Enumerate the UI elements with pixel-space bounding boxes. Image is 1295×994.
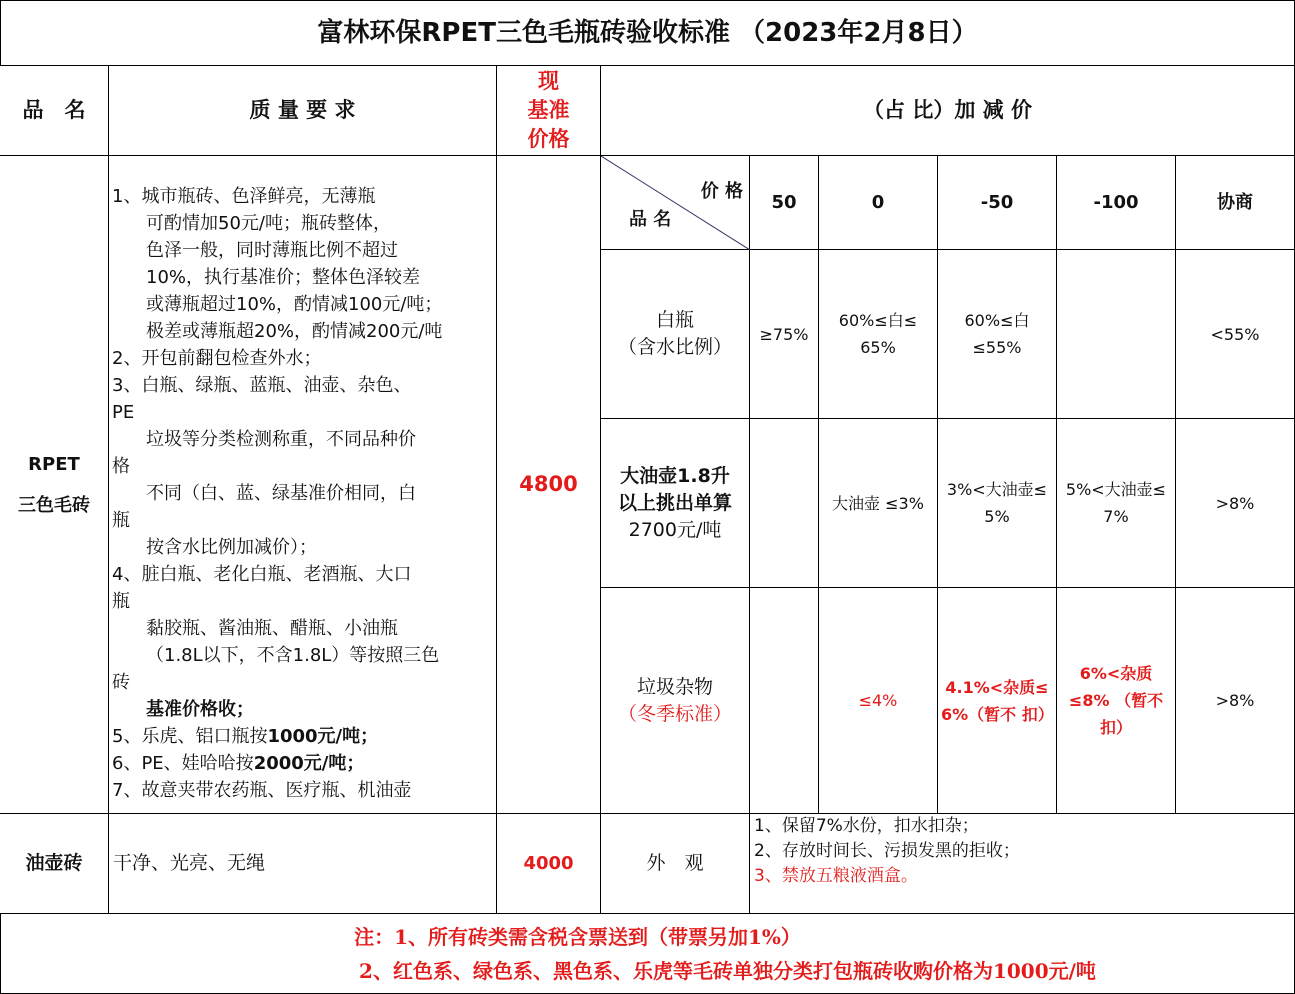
oil-note-2: 2、存放时间长、污损发黑的拒收； (754, 841, 1020, 861)
header-price-2: 基准 (527, 98, 570, 122)
sheet-title: 富林环保RPET三色毛瓶砖验收标准 （2023年2月8日） (0, 0, 1295, 66)
header-adjust: （占 比）加 减 价 (601, 66, 1295, 156)
criteria-cell: >8% (1176, 588, 1295, 814)
name-label: 品 名 (629, 209, 672, 230)
quality-line: 黏胶瓶、酱油瓶、醋瓶、小油瓶 (146, 618, 398, 639)
rpet-quality-list (112, 183, 496, 804)
oil-quality: 干净、光亮、无绳 (109, 814, 497, 914)
criteria-cell (750, 588, 819, 814)
row-label-line: 白瓶 (655, 309, 694, 331)
criteria-cell: 6%<杂质≤8% （暂不扣） (1057, 588, 1176, 814)
quality-line: 或薄瓶超过10%，酌情减100元/吨； (146, 294, 443, 315)
quality-line: 5、乐虎、铝口瓶按1000元/吨； (112, 726, 379, 747)
row-label-line: 垃圾杂物 (636, 675, 713, 698)
footer-notes (0, 914, 1295, 994)
price-column-header: 0 (819, 156, 938, 250)
quality-line: 按含水比例加减价）； (146, 537, 317, 558)
criteria-cell: 60%≤白≤55% (938, 250, 1057, 419)
price-column-header: 50 (750, 156, 819, 250)
quality-line: PE (112, 402, 135, 423)
quality-line: 格 (112, 456, 130, 477)
oil-notes (750, 814, 1295, 914)
quality-line: 基准价格收； (146, 699, 254, 720)
criteria-cell: ≤4% (819, 588, 938, 814)
footer-note-1: 注：1、所有砖类需含税含票送到（带票另加1%） (354, 924, 801, 949)
criteria-cell (750, 419, 819, 588)
criteria-cell: 60%≤白≤ 65% (819, 250, 938, 419)
quality-line: 极差或薄瓶超20%，酌情减200元/吨 (146, 321, 443, 342)
quality-line: 2、开包前翻包检查外水； (112, 348, 322, 369)
header-price-3: 价格 (527, 127, 570, 151)
quality-line: 可酌情加50元/吨；瓶砖整体， (146, 213, 391, 234)
oil-note-3: 3、禁放五粮液酒盒。 (754, 866, 918, 886)
quality-line: 10%，执行基准价；整体色泽较差 (146, 267, 421, 288)
rpet-name-1: RPET (28, 453, 80, 475)
rpet-name (0, 156, 109, 814)
criteria-cell: 大油壶 ≤3% (819, 419, 938, 588)
criteria-cell: ≥75% (750, 250, 819, 419)
header-price (497, 66, 601, 156)
quality-line: 垃圾等分类检测称重，不同品种价 (146, 429, 416, 450)
row-label (601, 588, 750, 814)
oil-price: 4000 (497, 814, 601, 914)
criteria-cell (1057, 250, 1176, 419)
criteria-cell: 5%<大油壶≤ 7% (1057, 419, 1176, 588)
price-column-header: -100 (1057, 156, 1176, 250)
row-label (601, 419, 750, 588)
quality-line: 1、城市瓶砖、色泽鲜亮，无薄瓶 (112, 186, 376, 207)
row-label-line: 以上挑出单算 (617, 491, 732, 514)
quality-line: 6、PE、娃哈哈按2000元/吨； (112, 753, 365, 774)
row-label (601, 250, 750, 419)
quality-line: 不同（白、蓝、绿基准价相同，白 (146, 483, 416, 504)
quality-line: 3、白瓶、绿瓶、蓝瓶、油壶、杂色、 (112, 375, 412, 396)
quality-line: 砖 (112, 672, 130, 693)
row-label-line: 2700元/吨 (628, 518, 722, 541)
price-label: 价 格 (700, 181, 743, 202)
quality-line: 色泽一般，同时薄瓶比例不超过 (146, 240, 398, 261)
oil-name: 油壶砖 (0, 814, 109, 914)
diagonal-header (601, 156, 750, 250)
row-label-line: （冬季标准） (617, 702, 732, 725)
price-column-header: 协商 (1176, 156, 1295, 250)
oil-look: 外 观 (601, 814, 750, 914)
oil-note-1: 1、保留7%水份，扣水扣杂； (754, 816, 979, 836)
criteria-cell: 3%<大油壶≤ 5% (938, 419, 1057, 588)
row-label-line: 大油壶1.8升 (620, 464, 730, 487)
criteria-cell: <55% (1176, 250, 1295, 419)
quality-line: 4、脏白瓶、老化白瓶、老酒瓶、大口 (112, 564, 412, 585)
rpet-name-2: 三色毛砖 (18, 494, 90, 516)
quality-line: 瓶 (112, 510, 130, 531)
quality-line: 7、故意夹带农药瓶、医疗瓶、机油壶 (112, 780, 412, 801)
header-price-1: 现 (538, 69, 559, 93)
criteria-cell: 4.1%<杂质≤ 6%（暂不 扣） (938, 588, 1057, 814)
row-label-line: （含水比例） (617, 336, 732, 358)
rpet-price: 4800 (497, 156, 601, 814)
footer-note-2: 2、红色系、绿色系、黑色系、乐虎等毛砖单独分类打包瓶砖收购价格为1000元/吨 (359, 958, 1096, 983)
price-column-header: -50 (938, 156, 1057, 250)
criteria-cell: >8% (1176, 419, 1295, 588)
quality-line: （1.8L以下，不含1.8L）等按照三色 (146, 645, 440, 666)
header-quality: 质 量 要 求 (109, 66, 497, 156)
header-name: 品 名 (0, 66, 109, 156)
quality-line: 瓶 (112, 591, 130, 612)
